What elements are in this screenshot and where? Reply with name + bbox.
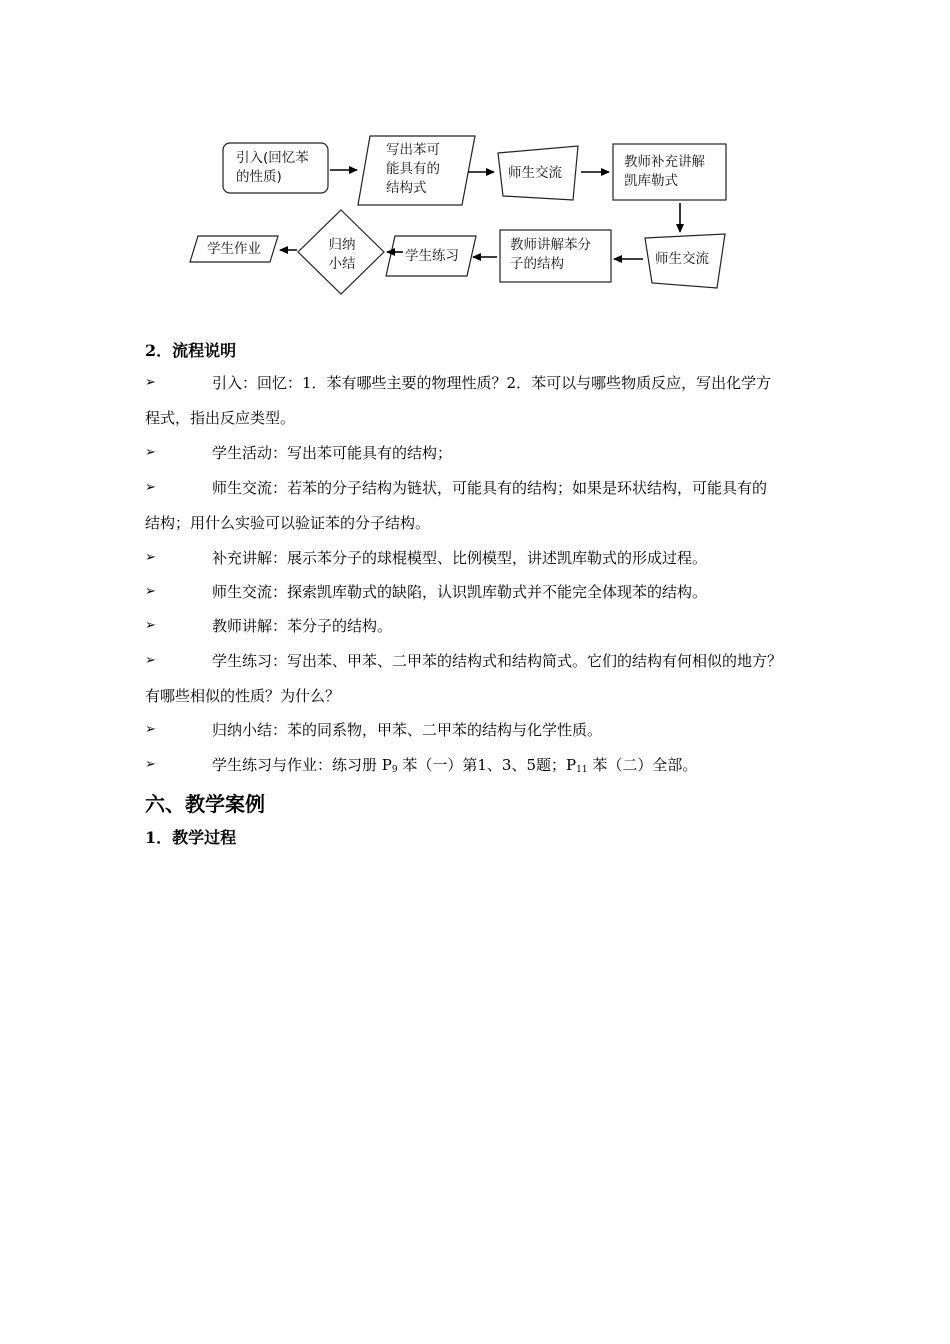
bullet-icon: ➢	[145, 584, 156, 599]
node-exchange2-label: 师生交流	[655, 251, 709, 267]
list-item-continuation: 程式，指出反应类型。	[145, 409, 296, 427]
teaching-process-heading: 1．教学过程	[145, 828, 237, 847]
bullet-icon: ➢	[145, 550, 156, 565]
bullet-icon: ➢	[145, 375, 156, 390]
list-item-continuation: 结构；用什么实验可以验证苯的分子结构。	[145, 514, 431, 532]
section-6-heading: 六、教学案例	[145, 792, 265, 816]
bullet-icon: ➢	[145, 722, 156, 737]
list-item-continuation: 有哪些相似的性质？为什么？	[145, 687, 341, 705]
bullet-icon: ➢	[145, 653, 156, 668]
bullet-icon: ➢	[145, 618, 156, 633]
node-summary-label: 归纳 小结	[328, 237, 356, 272]
node-intro-label: 引入(回忆苯 的性质)	[236, 150, 309, 185]
node-exchange1-label: 师生交流	[508, 165, 562, 181]
bullet-icon: ➢	[145, 445, 156, 460]
node-teacher-kekule-label: 教师补充讲解 凯库勒式	[624, 154, 705, 189]
bullet-icon: ➢	[145, 480, 156, 495]
section-2-heading: 2．流程说明	[145, 341, 237, 360]
node-teacher-structure-label: 教师讲解苯分 子的结构	[510, 237, 591, 272]
bullet-icon: ➢	[145, 757, 156, 772]
flowchart	[0, 0, 950, 310]
node-write-label: 写出苯可 能具有的 结构式	[386, 142, 440, 196]
flowchart-shapes	[0, 0, 950, 310]
node-homework-label: 学生作业	[207, 241, 261, 257]
node-practice-label: 学生练习	[405, 248, 459, 264]
